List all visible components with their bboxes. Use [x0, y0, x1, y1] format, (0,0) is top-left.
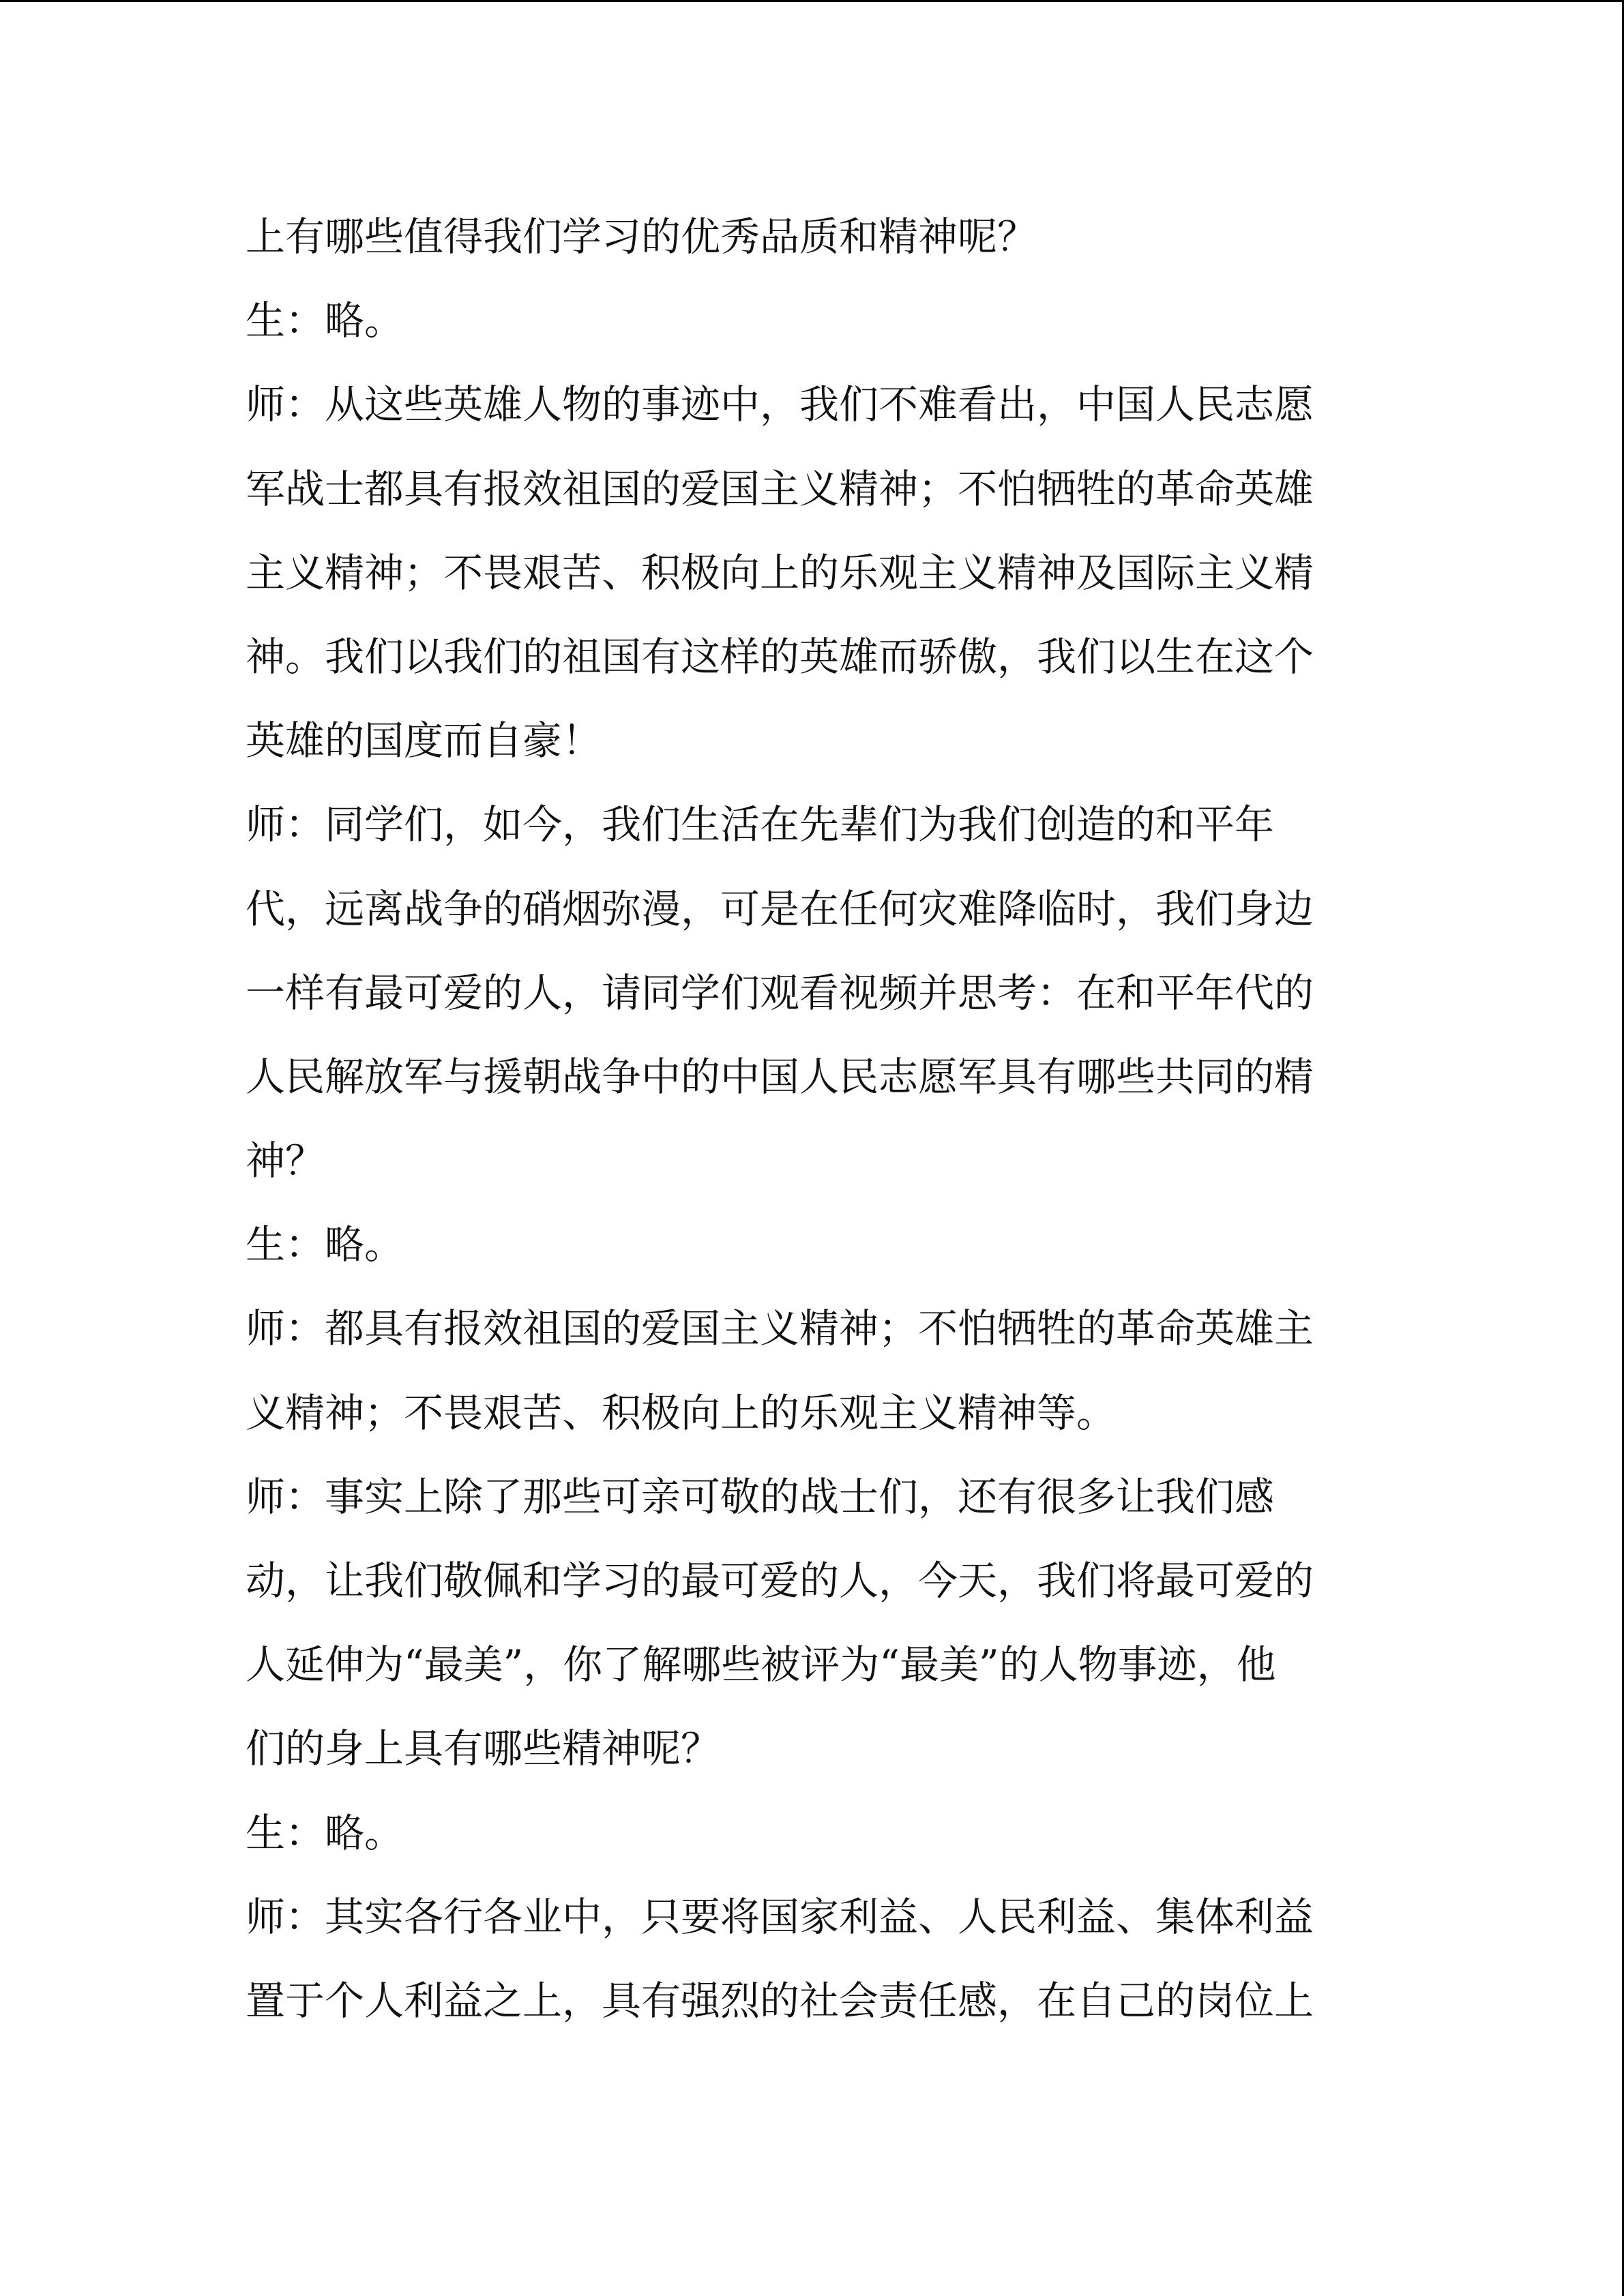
text-line: 军战士都具有报效祖国的爱国主义精神；不怕牺牲的革命英雄 [246, 465, 1314, 512]
text-line: 代，远离战争的硝烟弥漫，可是在任何灾难降临时，我们身边 [246, 885, 1314, 932]
text-line: 上有哪些值得我们学习的优秀品质和精神呢？ [246, 213, 1037, 260]
document-body [246, 195, 1378, 2043]
text-line: 人延伸为“最美”，你了解哪些被评为“最美”的人物事迹，他 [246, 1641, 1276, 1688]
text-line: 师：同学们，如今，我们生活在先辈们为我们创造的和平年 [246, 801, 1275, 848]
text-line: 师：都具有报效祖国的爱国主义精神；不怕牺牲的革命英雄主 [246, 1305, 1314, 1352]
text-line: 人民解放军与援朝战争中的中国人民志愿军具有哪些共同的精 [246, 1053, 1314, 1100]
text-line: 义精神；不畏艰苦、积极向上的乐观主义精神等。 [246, 1389, 1117, 1436]
text-line: 神？ [246, 1137, 325, 1184]
text-line: 师：从这些英雄人物的事迹中，我们不难看出，中国人民志愿 [246, 381, 1314, 428]
text-line: 生：略。 [246, 1809, 404, 1856]
text-line: 动，让我们敬佩和学习的最可爱的人，今天，我们将最可爱的 [246, 1557, 1314, 1604]
text-line: 一样有最可爱的人，请同学们观看视频并思考：在和平年代的 [246, 969, 1314, 1016]
text-line: 主义精神；不畏艰苦、积极向上的乐观主义精神及国际主义精 [246, 549, 1314, 596]
text-line: 生：略。 [246, 1221, 404, 1268]
text-line: 生：略。 [246, 297, 404, 344]
text-line: 师：其实各行各业中，只要将国家利益、人民利益、集体利益 [246, 1893, 1314, 1940]
text-line: 英雄的国度而自豪！ [246, 717, 602, 764]
text-line: 神。我们以我们的祖国有这样的英雄而骄傲，我们以生在这个 [246, 633, 1314, 680]
text-line: 们的身上具有哪些精神呢？ [246, 1725, 721, 1772]
text-line: 置于个人利益之上，具有强烈的社会责任感，在自己的岗位上 [246, 1977, 1314, 2024]
text-line: 师：事实上除了那些可亲可敬的战士们，还有很多让我们感 [246, 1473, 1275, 1520]
